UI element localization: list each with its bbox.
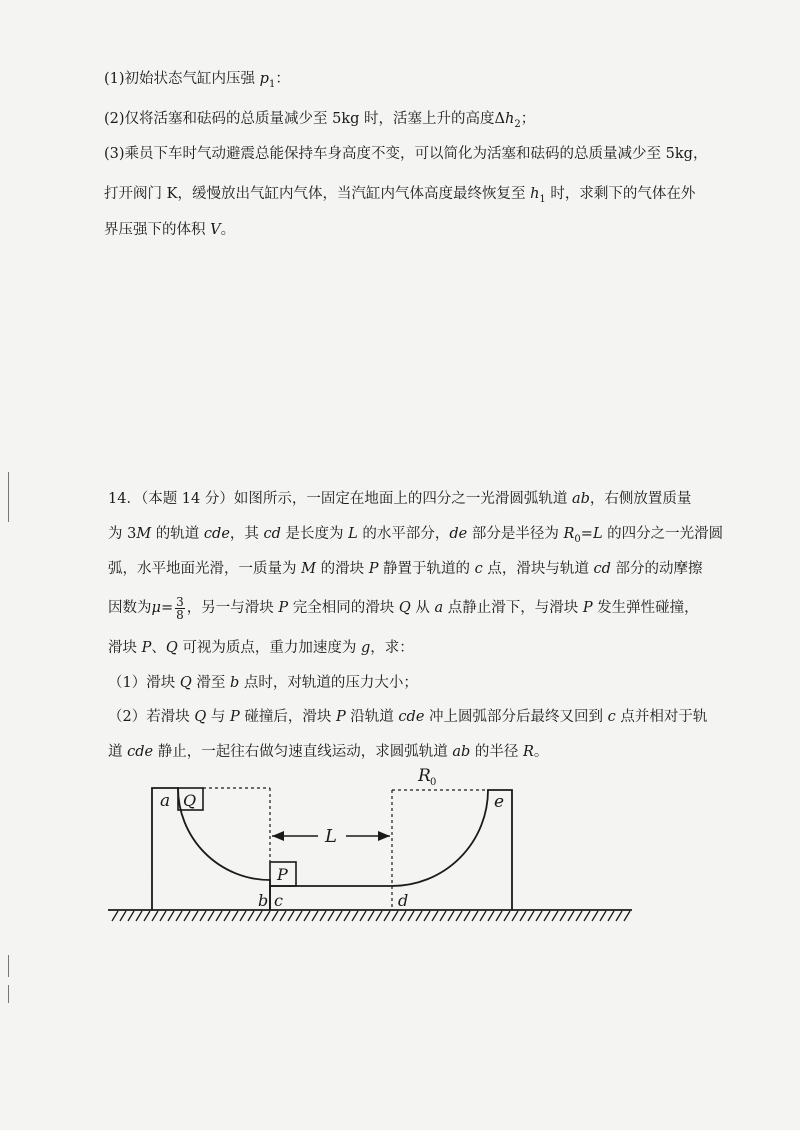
hatch-mark	[240, 911, 246, 921]
scan-edge-mark	[8, 472, 9, 522]
hatch-mark	[304, 911, 310, 921]
hatch-mark	[616, 911, 622, 921]
hatch-mark	[224, 911, 230, 921]
hatch-mark	[168, 911, 174, 921]
q14-line3: 弧，水平地面光滑，一质量为 M 的滑块 P 静置于轨道的 c 点，滑块与轨道 cd 部分的动摩擦	[108, 561, 703, 577]
hatch-mark	[592, 911, 598, 921]
fraction-3-8: $\frac{3}{8}$	[176, 594, 184, 622]
label-l: L	[325, 826, 337, 847]
label-c: c	[274, 891, 283, 910]
q13-part3-line3: 界压强下的体积 V。	[104, 222, 236, 238]
hatch-mark	[128, 911, 134, 921]
hatch-mark	[184, 911, 190, 921]
hatch-mark	[344, 911, 350, 921]
hatch-mark	[112, 911, 118, 921]
arrowhead-right	[378, 831, 390, 841]
fixed-arc-block	[152, 788, 270, 910]
hatch-mark	[528, 911, 534, 921]
hatch-mark	[208, 911, 214, 921]
hatch-mark	[160, 911, 166, 921]
hatch-mark	[568, 911, 574, 921]
label-p: P	[277, 865, 288, 884]
label-b: b	[258, 891, 269, 910]
hatch-mark	[488, 911, 494, 921]
label-e: e	[494, 792, 505, 812]
slider-p	[270, 862, 296, 886]
hatch-mark	[504, 911, 510, 921]
hatch-mark	[120, 911, 126, 921]
hatch-mark	[536, 911, 542, 921]
hatch-mark	[472, 911, 478, 921]
hatch-mark	[624, 911, 630, 921]
hatch-mark	[432, 911, 438, 921]
hatch-mark	[416, 911, 422, 921]
hatch-mark	[296, 911, 302, 921]
q14-line6: （1）滑块 Q 滑至 b 点时，对轨道的压力大小；	[108, 675, 418, 691]
hatch-mark	[400, 911, 406, 921]
hatch-mark	[376, 911, 382, 921]
hatch-mark	[192, 911, 198, 921]
q14-line2: 为 3M 的轨道 cde，其 cd 是长度为 L 的水平部分，de 部分是半径为 $R_0=L$ 的四分之一光滑圆	[108, 526, 724, 545]
hatch-mark	[392, 911, 398, 921]
q14-line4: 因数为μ= $\frac{3}{8}$ ，另一与滑块 P 完全相同的滑块 Q 从 a 点静止滑下，与滑块 P 发生弹性碰撞，	[108, 594, 699, 622]
hatch-mark	[256, 911, 262, 921]
q14-line5: 滑块 P、Q 可视为质点，重力加速度为 g，求：	[108, 640, 414, 656]
hatch-mark	[512, 911, 518, 921]
hatch-mark	[368, 911, 374, 921]
label-d: d	[398, 891, 409, 910]
ground-hatching	[112, 911, 630, 921]
hatch-mark	[496, 911, 502, 921]
hatch-mark	[544, 911, 550, 921]
scan-edge-mark	[8, 985, 9, 1003]
hatch-mark	[264, 911, 270, 921]
hatch-mark	[288, 911, 294, 921]
hatch-mark	[176, 911, 182, 921]
hatch-mark	[328, 911, 334, 921]
hatch-mark	[552, 911, 558, 921]
hatch-mark	[608, 911, 614, 921]
hatch-mark	[440, 911, 446, 921]
label-a: a	[160, 791, 171, 811]
hatch-mark	[560, 911, 566, 921]
hatch-mark	[320, 911, 326, 921]
hatch-mark	[336, 911, 342, 921]
hatch-mark	[424, 911, 430, 921]
q14-line8: 道 cde 静止，一起往右做匀速直线运动，求圆弧轨道 ab 的半径 R。	[108, 744, 549, 760]
hatch-mark	[144, 911, 150, 921]
label-r0-sub: 0	[430, 777, 437, 788]
hatch-mark	[248, 911, 254, 921]
arrowhead-left	[272, 831, 284, 841]
label-q: Q	[183, 791, 197, 810]
q14-line7: （2）若滑块 Q 与 P 碰撞后，滑块 P 沿轨道 cde 冲上圆弧部分后最终又回到 c 点并相对于轨	[108, 709, 708, 725]
hatch-mark	[480, 911, 486, 921]
hatch-mark	[576, 911, 582, 921]
hatch-mark	[600, 911, 606, 921]
hatch-mark	[384, 911, 390, 921]
hatch-mark	[584, 911, 590, 921]
hatch-mark	[272, 911, 278, 921]
hatch-mark	[520, 911, 526, 921]
hatch-mark	[408, 911, 414, 921]
hatch-mark	[352, 911, 358, 921]
hatch-mark	[232, 911, 238, 921]
hatch-mark	[360, 911, 366, 921]
hatch-mark	[448, 911, 454, 921]
hatch-mark	[200, 911, 206, 921]
hatch-mark	[136, 911, 142, 921]
hatch-mark	[464, 911, 470, 921]
scan-edge-mark	[8, 955, 9, 977]
hatch-mark	[152, 911, 158, 921]
slider-q	[178, 788, 203, 810]
label-r0: R	[418, 766, 431, 786]
hatch-mark	[216, 911, 222, 921]
hatch-mark	[312, 911, 318, 921]
track-cde	[270, 790, 512, 910]
hatch-mark	[280, 911, 286, 921]
q13-part3-line1: (3)乘员下车时气动避震总能保持车身高度不变，可以简化为活塞和砝码的总质量减少至 5kg，	[104, 146, 708, 162]
hatch-mark	[456, 911, 462, 921]
q13-part1: (1)初始状态气缸内压强 $p_1$：	[104, 71, 290, 90]
q14-line1: 14．（本题 14 分）如图所示，一固定在地面上的四分之一光滑圆弧轨道 ab，右侧放置质量	[108, 491, 692, 507]
q13-part3-line2: 打开阀门 K，缓慢放出气缸内气体，当汽缸内气体高度最终恢复至 $h_1$ 时，求剩下的气体在外	[104, 186, 696, 205]
q13-part2: (2)仅将活塞和砝码的总质量减少至 5kg 时，活塞上升的高度$\Delta h_2$；	[104, 111, 536, 130]
